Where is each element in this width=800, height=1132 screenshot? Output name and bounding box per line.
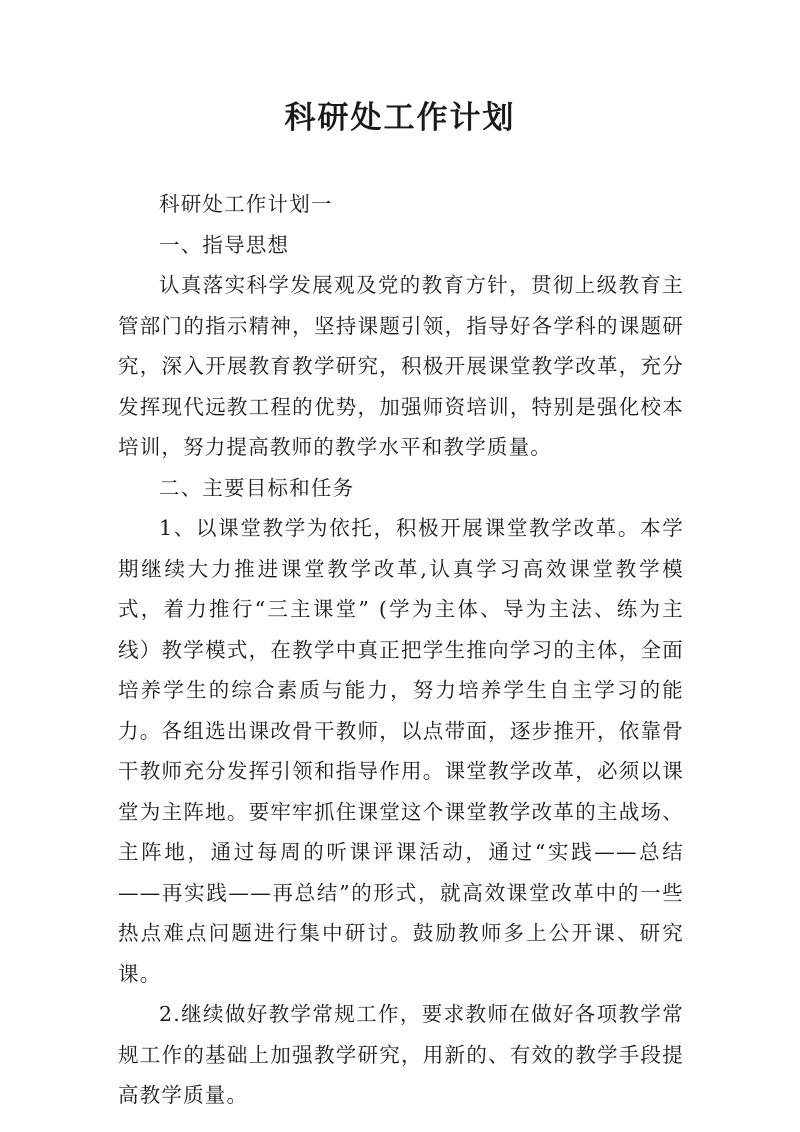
paragraph-task-2: 2.继续做好教学常规工作，要求教师在做好各项教学常规工作的基础上加强教学研究，用新的、有效的教学手段提高教学质量。 [118,1002,684,1107]
document-title: 科研处工作计划 [284,100,516,136]
heading-goals-tasks: 二、主要目标和任务 [159,475,355,500]
document-body [118,184,684,1116]
paragraph-guiding-ideology: 认真落实科学发展观及党的教育方针，贯彻上级教育主管部门的指示精神，坚持课题引领，指导好各学科的课题研究，深入开展教育教学研究，积极开展课堂教学改革，充分发挥现代远教工程的优势，加强师资培训，特别是强化校本培训，努力提高教师的教学水平和教学质量。 [118,273,684,459]
paragraph-task-1: 1、以课堂教学为依托，积极开展课堂教学改革。本学期继续大力推进课堂教学改革,认真学习高效课堂教学模式，着力推行“三主课堂” (学为主体、导为主法、练为主线）教学模式，在教学中真正把学生推向学习的主体，全面培养学生的综合素质与能力，努力培养学生自主学习的能力。各组选出课改骨干教师，以点带面，逐步推开，依靠骨干教师充分发挥引领和指导作用。课堂教学改革，必须以课堂为主阵地。要牢牢抓住课堂这个课堂教学改革的主战场、主阵地，通过每周的听课评课活动，通过“实践——总结——再实践——再总结”的形式，就高效课堂改革中的一些热点难点问题进行集中研讨。鼓励教师多上公开课、研究课。 [118,516,684,986]
heading-guiding-ideology: 一、指导思想 [159,232,290,257]
section-subtitle: 科研处工作计划一 [159,192,333,216]
